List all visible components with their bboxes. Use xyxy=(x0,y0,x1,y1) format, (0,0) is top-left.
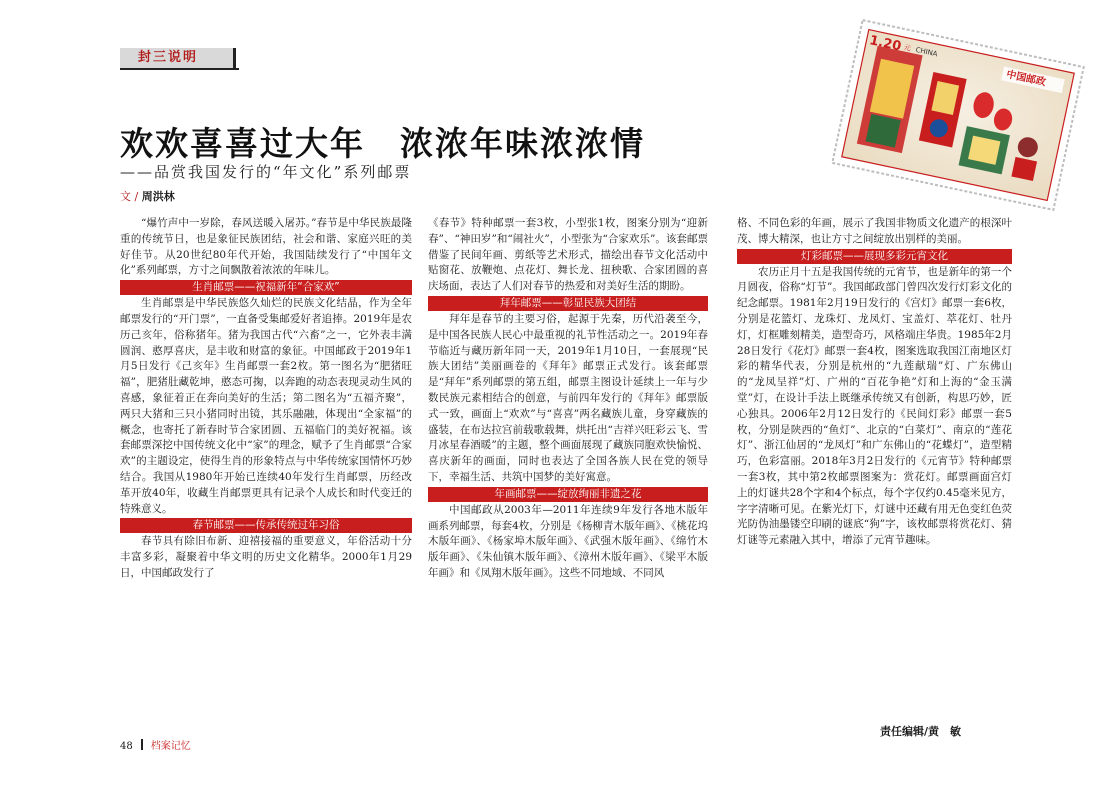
section-heading: 年画邮票——绽放绚丽非遗之花 xyxy=(428,487,708,502)
text-column-1 xyxy=(120,216,412,582)
byline-label: 文 / xyxy=(120,190,139,203)
section-heading: 拜年邮票——彰显民族大团结 xyxy=(428,296,708,311)
footer-divider xyxy=(141,739,143,750)
paragraph: 生肖邮票是中华民族悠久灿烂的民族文化结晶，作为全年邮票发行的“开门票”，一直备受集邮爱好者追捧。2019年是农历己亥年，俗称猪年。猪为我国古代“六畜”之一，它外表丰满圆润、憨厚喜庆，是丰收和财富的象征。中国邮政于2019年1月5日发行《己亥年》生肖邮票一套2枚。第一图名为“肥猪旺福”，肥猪肚藏乾坤，憨态可掬，以奔跑的动态表现灵动生风的喜感，象征着正在奔向美好的生活；第二图名为“五福齐聚”，两只大猪和三只小猪同时出镜，其乐融融，体现出“全家福”的概念，也寄托了新春时节合家团圆、五福临门的美好祝福。该套邮票深挖中国传统文化中“家”的理念，赋予了生肖邮票“合家欢”的主题设定，使得生肖的形象特点与中华传统家国情怀巧妙结合。我国从1980年开始已连续40年发行生肖邮票，历经改革开放40年，收藏生肖邮票更具有记录个人成长和时代变迁的特殊意义。 xyxy=(120,297,412,515)
paragraph: “爆竹声中一岁除，春风送暖入屠苏。”春节是中华民族最隆重的传统节日，也是象征民族团结，社会和谐、家庭兴旺的美好佳节。从20世纪80年代开始，我国陆续发行了“中国年文化”系列邮票，方寸之间飘散着浓浓的年味儿。 xyxy=(120,217,412,277)
paragraph: 中国邮政从2003年—2011年连续9年发行各地木版年画系列邮票，每套4枚，分别是《杨柳青木版年画》、《桃花坞木版年画》、《杨家埠木版年画》、《武强木版年画》、《绵竹木版年画》、《朱仙镇木版年画》、《漳州木版年画》、《梁平木版年画》和《凤翔木版年画》。这些不同地域、不同风 xyxy=(428,503,708,579)
page-number: 48 xyxy=(120,741,133,752)
stamp-unit: 元 xyxy=(903,43,912,53)
stamp-image xyxy=(830,18,1086,213)
stamp-issuer: 中国邮政 xyxy=(1005,69,1047,89)
section-tag-underline xyxy=(120,68,239,70)
paragraph: 《春节》特种邮票一套3枚，小型张1枚，图案分别为“迎新春”、“神田岁”和“闹社火”，小型张为“合家欢乐”。该套邮票借鉴了民间年画、剪纸等艺术形式，描绘出春节文化活动中贴窗花、放鞭炮、点花灯、舞长龙、扭秧歌、合家团圆的喜庆场面，表达了人们对春节的热爱和对美好生活的期盼。 xyxy=(428,217,708,293)
stamp-denomination: 1.20 xyxy=(868,33,903,55)
paragraph: 拜年是春节的主要习俗，起源于先秦，历代沿袭至今，是中国各民族人民心中最重视的礼节性活动之一。2019年春节临近与藏历新年同一天，2019年1月10日，一套展现“民族大团结”美丽画卷的《拜年》邮票正式发行。该套邮票是“拜年”系列邮票的第五组，邮票主图设计延续上一年与少数民族元素相结合的创意，与前四年发行的《拜年》邮票版式一致，画面上“欢欢”与“喜喜”两名藏族儿童，身穿藏族的盛装，在布达拉宫前载歌载舞，烘托出“吉祥兴旺彩云飞、雪月冰星春酒暖”的主题，整个画面展现了藏族同胞欢快愉悦、喜庆新年的画面，同时也表达了全国各族人民在党的领导下，幸福生活、共筑中国梦的美好寓意。 xyxy=(428,312,708,483)
byline-author: 周洪林 xyxy=(141,190,175,203)
text-column-2 xyxy=(428,216,708,582)
paragraph: 格、不同色彩的年画，展示了我国非物质文化遗产的根深叶茂、博大精深，也让方寸之间绽放出别样的美丽。 xyxy=(737,217,1012,245)
section-tag: 封三说明 xyxy=(120,48,236,68)
stamp-country: CHINA xyxy=(914,45,939,59)
page-footer xyxy=(120,737,191,752)
paragraph: 农历正月十五是我国传统的元宵节，也是新年的第一个月圆夜，俗称“灯节”。我国邮政部门曾四次发行灯彩文化的纪念邮票。1981年2月19日发行的《宫灯》邮票一套6枚，分别是花篮灯、龙珠灯、龙凤灯、宝盖灯、萃花灯、牡丹灯，灯框雕刻精美，造型奇巧，风格端庄华贵。1985年2月28日发行《花灯》邮票一套4枚，图案选取我国江南地区灯彩的精华代表，分别是杭州的“九莲献瑞”灯、广东佛山的“龙凤呈祥”灯、广州的“百花争艳”灯和上海的“金玉满堂”灯，在设计手法上既继承传统又有创新，构思巧妙，匠心独具。2006年2月12日发行的《民间灯彩》邮票一套5枚，分别是陕西的“鱼灯”、北京的“白菜灯”、南京的“莲花灯”、浙江仙居的“龙凤灯”和广东佛山的“花蝶灯”，造型精巧，色彩富丽。2018年3月2日发行的《元宵节》特种邮票一套3枚，其中第2枚邮票图案为：赏花灯。邮票画面宫灯上的灯谜共28个字和4个标点，每个字仅约0.45毫米见方，字字清晰可见。在紫光灯下，灯谜中还藏有用无色变红色荧光防伪油墨镂空印刷的谜底“狗”字，该枚邮票将赏花灯、猜灯谜等元素融入其中，增添了元宵节趣味。 xyxy=(737,265,1012,547)
paragraph: 春节具有除旧布新、迎禧接福的重要意义，年俗活动十分丰富多彩，凝聚着中华文明的历史文化精华。2000年1月29日，中国邮政发行了 xyxy=(120,535,412,579)
publication-name: 档案记忆 xyxy=(150,741,191,752)
article-subtitle: ——品赏我国发行的“年文化”系列邮票 xyxy=(120,163,412,181)
article-title: 欢欢喜喜过大年 浓浓年味浓浓情 xyxy=(120,124,645,163)
section-heading: 灯彩邮票——展现多彩元宵文化 xyxy=(737,249,1012,264)
text-column-3 xyxy=(737,216,1012,549)
byline xyxy=(120,188,175,204)
section-heading: 生肖邮票——祝福新年“合家欢” xyxy=(120,280,412,295)
editor-credit: 责任编辑/黄 敏 xyxy=(880,725,962,738)
section-heading: 春节邮票——传承传统过年习俗 xyxy=(120,518,412,533)
